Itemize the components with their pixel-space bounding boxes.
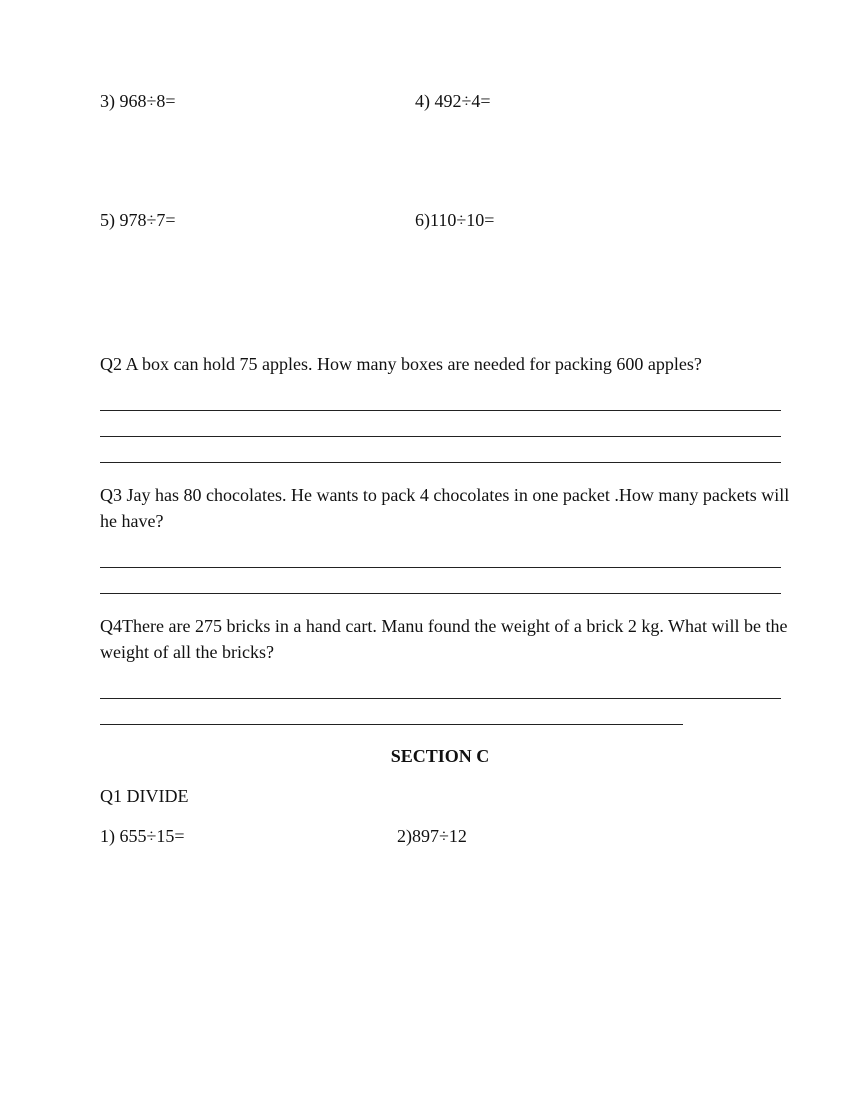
answer-line [100,462,781,463]
section-c-problem-2: 2)897÷12 [397,826,467,846]
answer-line [100,698,781,699]
answer-line [100,410,781,411]
division-problem-6: 6)110÷10= [415,210,495,230]
answer-line [100,436,781,437]
section-c-problem-1: 1) 655÷15= [100,826,185,846]
question-q3: Q3 Jay has 80 chocolates. He wants to pack 4 chocolates in one packet .How many packets will he have? [100,485,790,531]
division-problem-5: 5) 978÷7= [100,210,176,230]
section-c-q1-label: Q1 DIVIDE [100,786,189,806]
question-q4: Q4There are 275 bricks in a hand cart. Manu found the weight of a brick 2 kg. What will be the weight of all the bricks? [100,616,788,662]
answer-line [100,567,781,568]
section-heading: SECTION C [390,746,490,766]
question-q2: Q2 A box can hold 75 apples. How many boxes are needed for packing 600 apples? [100,354,702,374]
division-problem-3: 3) 968÷8= [100,91,176,111]
answer-line [100,724,683,725]
answer-line [100,593,781,594]
division-problem-4: 4) 492÷4= [415,91,491,111]
